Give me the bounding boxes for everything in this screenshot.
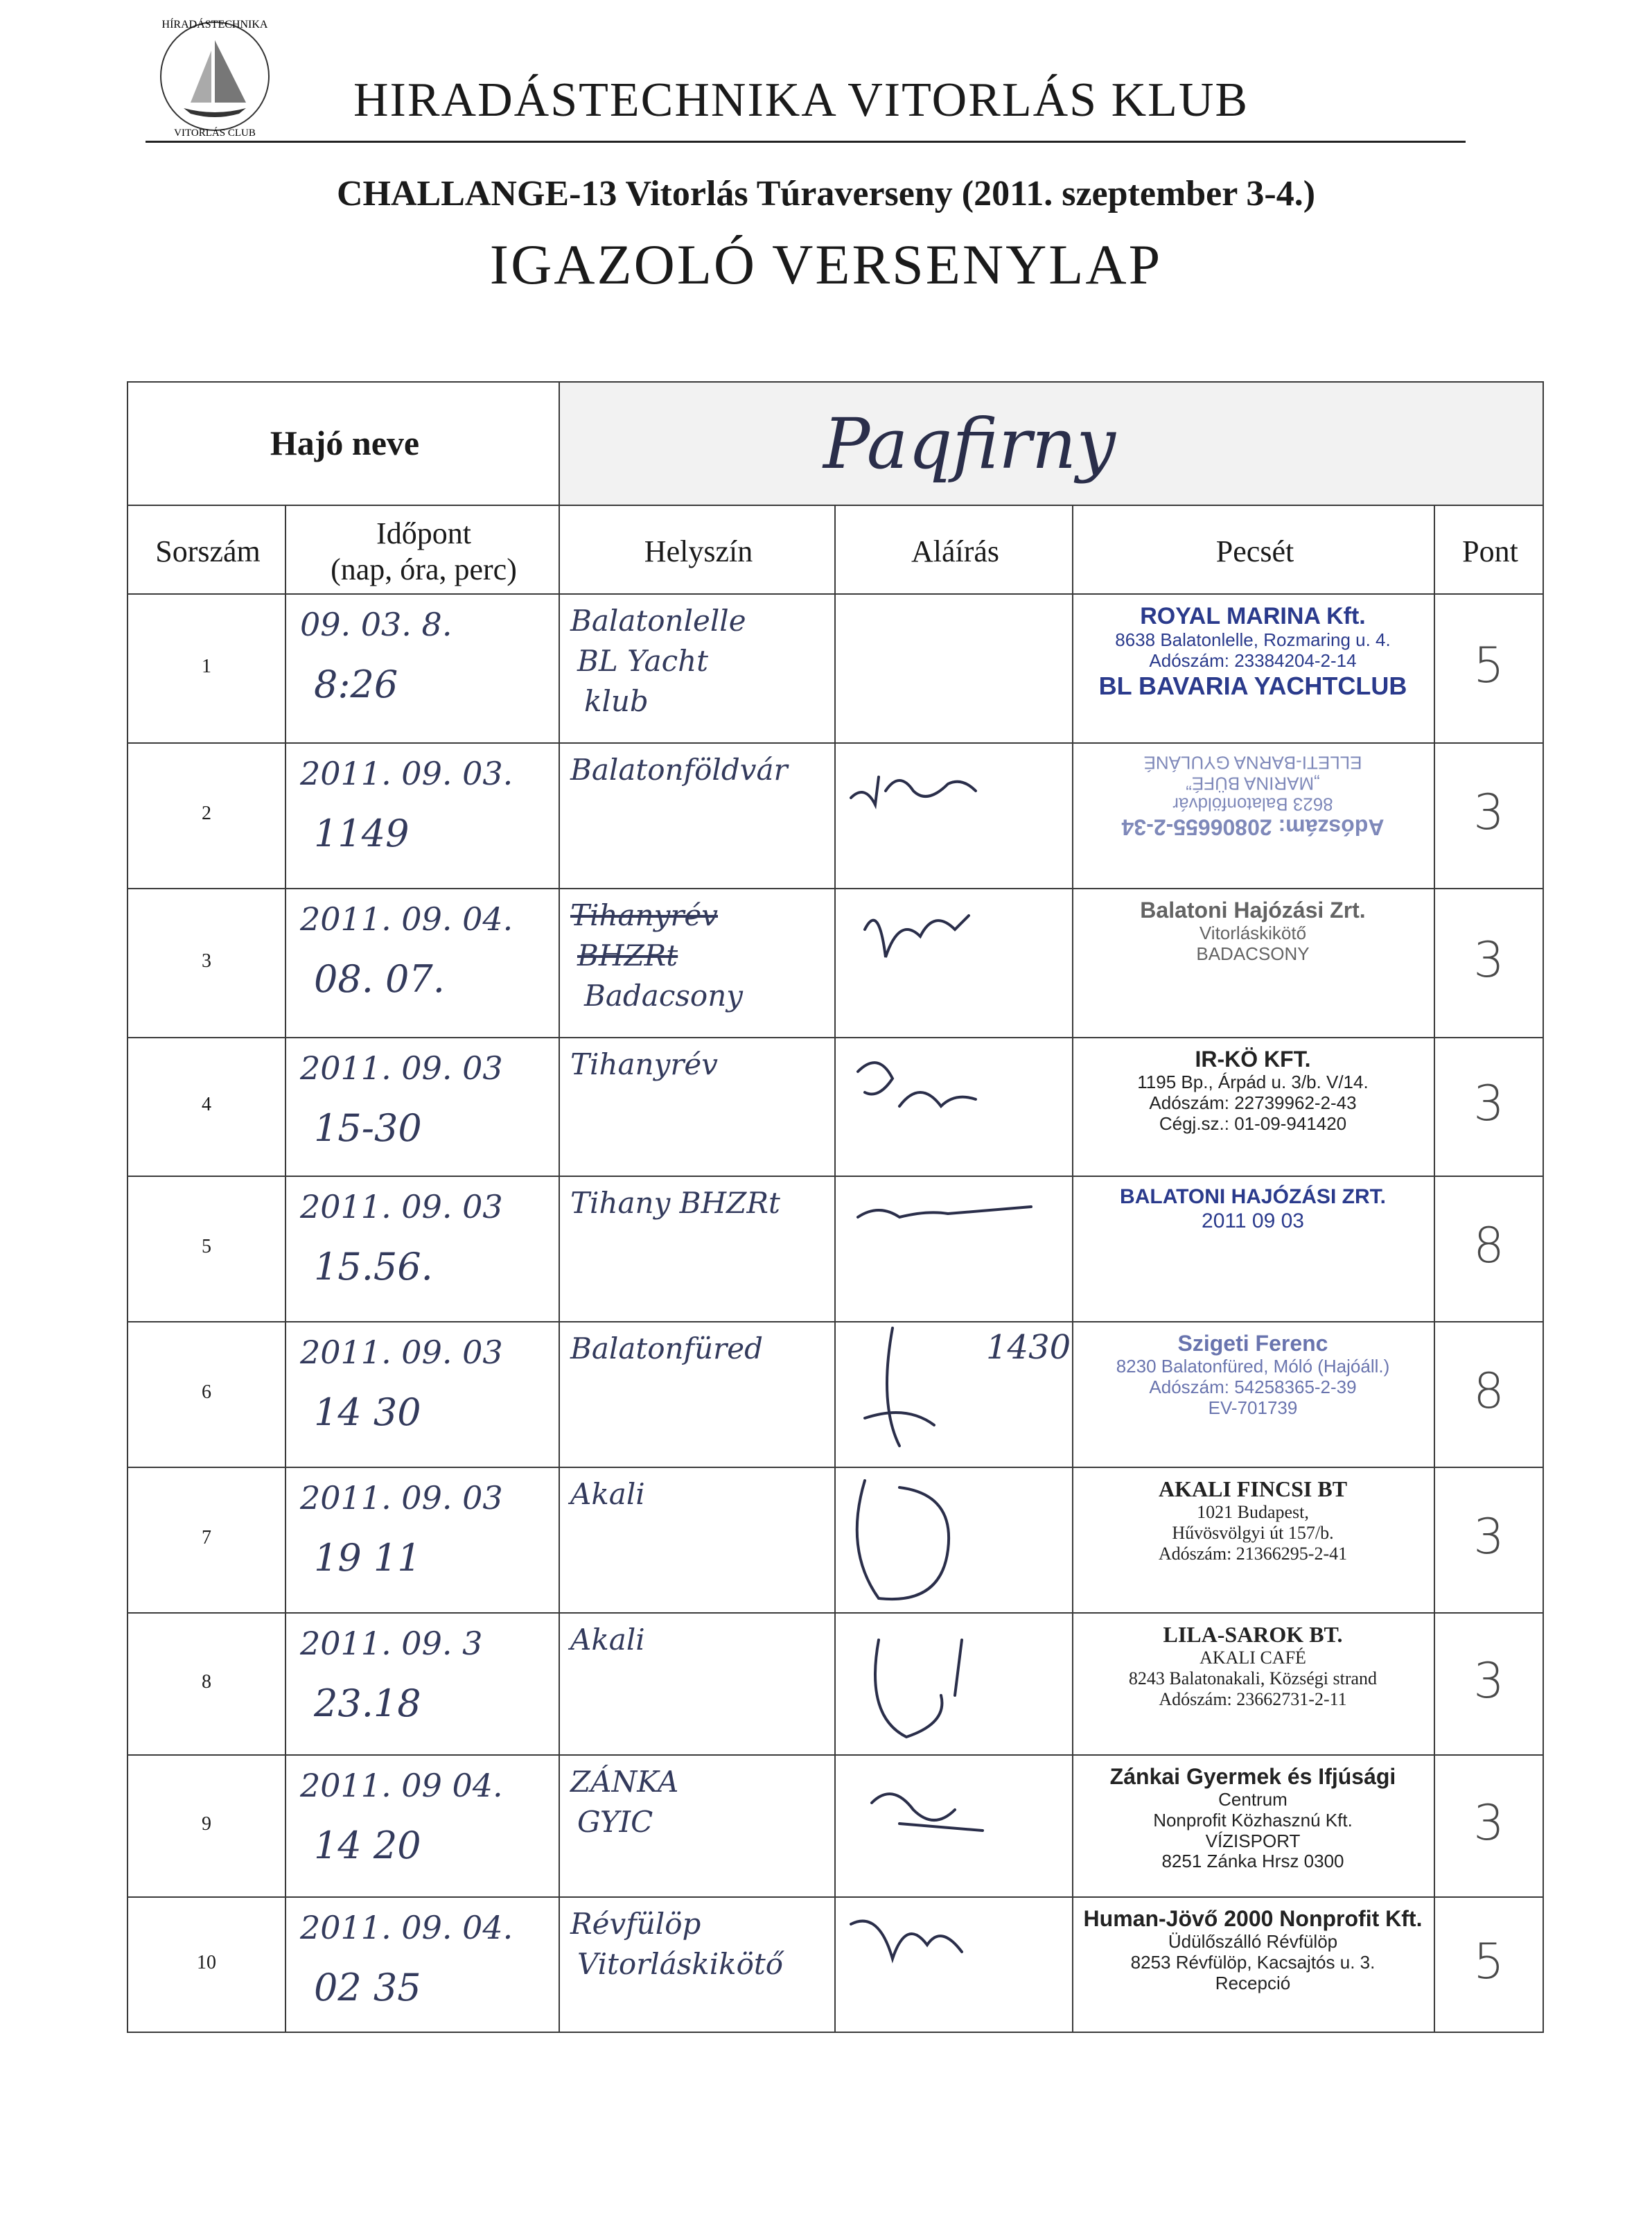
row-1-cell-3 xyxy=(834,593,1073,744)
row-time-date: 2011. 09. 03. xyxy=(300,755,513,792)
stamp-line: Vitorláskikötő xyxy=(1199,922,1307,943)
row-stamp xyxy=(1076,1764,1430,1872)
row-time-date: 2011. 09. 03 xyxy=(300,1049,503,1087)
row-time-clock: 14 30 xyxy=(314,1390,421,1434)
stamp-line: Balatoni Hajózási Zrt. xyxy=(1140,898,1366,923)
stamp-line: BL BAVARIA YACHTCLUB xyxy=(1098,671,1407,700)
row-place-line: ZÁNKA xyxy=(570,1765,679,1799)
row-point: 3 xyxy=(1473,1508,1504,1565)
row-place-line: Vitorláskikötő xyxy=(577,1947,784,1981)
signature-stroke xyxy=(875,1640,962,1737)
stamp-line: 1021 Budapest, xyxy=(1197,1501,1309,1522)
col-alairas-label: Aláírás xyxy=(911,534,1000,568)
row-place-line: Tihany BHZRt xyxy=(570,1186,780,1220)
boat-name-value-cell xyxy=(559,381,1544,506)
stamp-line: VÍZISPORT xyxy=(1205,1830,1301,1851)
stamp-line: 8253 Révfülöp, Kacsajtós u. 3. xyxy=(1130,1951,1376,1973)
row-point: 3 xyxy=(1473,1794,1504,1851)
row-extra-note: 1430 xyxy=(986,1328,1071,1367)
row-point: 8 xyxy=(1473,1217,1504,1274)
stamp-line: IR-KÖ KFT. xyxy=(1195,1047,1311,1072)
stamp-line: EV-701739 xyxy=(1208,1397,1298,1418)
col-header-helyszin xyxy=(559,505,836,595)
row-place-line: Balatonfüred xyxy=(570,1331,764,1365)
club-name: HIRADÁSTECHNIKA VITORLÁS KLUB xyxy=(353,73,1249,127)
col-pecset-label: Pecsét xyxy=(1215,534,1294,568)
col-header-sorszam xyxy=(127,505,286,595)
row-number: 5 xyxy=(202,1236,211,1257)
stamp-line: AKALI FINCSI BT xyxy=(1158,1476,1348,1501)
club-logo xyxy=(142,12,288,141)
row-place-line: Balatonlelle xyxy=(570,604,746,638)
row-stamp xyxy=(1076,603,1430,700)
row-stamp xyxy=(1076,1185,1430,1233)
row-number: 8 xyxy=(202,1670,211,1693)
signature-stroke xyxy=(851,777,976,805)
row-number: 9 xyxy=(202,1813,211,1835)
row-place-line: GYIC xyxy=(577,1805,653,1839)
stamp-line: AKALI CAFÉ xyxy=(1200,1647,1306,1668)
row-number: 3 xyxy=(202,950,211,972)
row-place-line: Tihanyrév xyxy=(570,898,718,932)
stamp-line: Szigeti Ferenc xyxy=(1177,1331,1328,1356)
stamp-line: 8230 Balatonfüred, Móló (Hajóáll.) xyxy=(1116,1355,1390,1377)
row-number: 7 xyxy=(202,1527,211,1548)
row-number: 1 xyxy=(202,655,211,677)
row-stamp xyxy=(1076,1906,1430,1993)
row-number: 10 xyxy=(197,1951,216,1973)
stamp-line: BADACSONY xyxy=(1196,943,1310,964)
row-point: 3 xyxy=(1473,784,1504,841)
stamp-line: Adószám: 21366295-2-41 xyxy=(1158,1543,1348,1564)
col-pont-label: Pont xyxy=(1462,534,1518,568)
row-place-line: Akali xyxy=(570,1477,645,1511)
col-header-alairas xyxy=(834,505,1073,595)
stamp-line: Adószám: 23662731-2-11 xyxy=(1159,1688,1347,1709)
row-time-date: 2011. 09. 03 xyxy=(300,1334,503,1371)
stamp-line: 8251 Zánka Hrsz 0300 xyxy=(1161,1851,1344,1872)
row-time-date: 09. 03. 8. xyxy=(300,606,452,643)
stamp-line: 8638 Balatonlelle, Rozmaring u. 4. xyxy=(1115,629,1391,651)
stamp-line: 1195 Bp., Árpád u. 3/b. V/14. xyxy=(1137,1071,1369,1092)
logo-top-text: HÍRADÁSTECHNIKA xyxy=(161,19,268,30)
title-rule xyxy=(146,141,1466,143)
row-place-line: Badacsony xyxy=(584,979,743,1013)
row-signature xyxy=(837,1754,1073,1896)
row-time-clock: 8:26 xyxy=(314,663,398,706)
signature-stroke xyxy=(865,916,969,957)
stamp-line: Human-Jövő 2000 Nonprofit Kft. xyxy=(1083,1906,1423,1931)
row-time-clock: 02 35 xyxy=(314,1966,421,2009)
row-signature xyxy=(837,1176,1073,1321)
row-signature xyxy=(837,742,1073,888)
event-line: CHALLANGE-13 Vitorlás Túraverseny (2011. szeptember 3-4.) xyxy=(336,174,1316,213)
boat-name-label-cell xyxy=(127,381,560,506)
row-stamp xyxy=(1076,752,1430,839)
stamp-line: ROYAL MARINA Kft. xyxy=(1140,603,1366,629)
col-header-pont xyxy=(1434,505,1544,595)
boat-name-label: Hajó neve xyxy=(270,423,420,462)
row-point: 5 xyxy=(1473,636,1504,694)
row-time-clock: 15.56. xyxy=(314,1245,433,1289)
col-header-idopont xyxy=(285,505,560,595)
document-title: IGAZOLÓ VERSENYLAP xyxy=(489,233,1163,296)
stamp-line: 2011 09 03 xyxy=(1202,1209,1304,1232)
stamp-line: ELLETI-BARNA GYULÁNÉ xyxy=(1143,752,1362,774)
row-time-clock: 1149 xyxy=(314,812,410,855)
stamp-line: Üdülőszálló Révfülöp xyxy=(1168,1930,1338,1952)
stamp-line: Centrum xyxy=(1218,1788,1288,1810)
stamp-line: Adószám: 22739962-2-43 xyxy=(1149,1092,1357,1113)
verification-form xyxy=(127,381,1544,2059)
row-place-line: klub xyxy=(584,684,649,718)
row-place-line: Akali xyxy=(570,1623,645,1657)
stamp-line: Zánkai Gyermek és Ifjúsági xyxy=(1109,1764,1396,1789)
stamp-line: Hűvösvölgyi út 157/b. xyxy=(1172,1522,1334,1543)
signature-stroke xyxy=(851,1921,962,1959)
row-time-clock: 15-30 xyxy=(314,1106,422,1150)
stamp-line: LILA-SAROK BT. xyxy=(1163,1622,1343,1647)
col-idopont-sub: (nap, óra, perc) xyxy=(331,552,517,586)
row-stamp xyxy=(1076,1622,1430,1709)
row-place-line: BL Yacht xyxy=(577,644,709,678)
row-signature xyxy=(837,1612,1073,1754)
stamp-line: „MARINA BÜFÉ” xyxy=(1186,773,1320,794)
row-stamp xyxy=(1076,1047,1430,1134)
signature-stroke xyxy=(865,1328,934,1446)
row-signature xyxy=(837,888,1073,1037)
stamp-line: 8243 Balatonakali, Községi strand xyxy=(1128,1668,1378,1688)
stamp-line: Adószám: 54258365-2-39 xyxy=(1149,1376,1357,1397)
row-time-clock: 08. 07. xyxy=(314,957,445,1001)
row-point: 3 xyxy=(1473,1652,1504,1709)
stamp-line: Adószám: 23384204-2-14 xyxy=(1149,649,1357,671)
col-sorszam-label: Sorszám xyxy=(155,534,261,568)
row-number: 4 xyxy=(202,1094,211,1115)
row-signature xyxy=(837,1896,1073,2032)
signature-stroke xyxy=(858,1207,1031,1217)
row-number: 6 xyxy=(202,1381,211,1403)
row-time-clock: 14 20 xyxy=(314,1824,421,1867)
signature-stroke xyxy=(858,1063,976,1106)
row-time-date: 2011. 09. 03 xyxy=(300,1479,503,1517)
row-point: 5 xyxy=(1473,1932,1504,1990)
row-stamp xyxy=(1076,898,1430,965)
col-helyszin-label: Helyszín xyxy=(644,534,753,568)
row-time-date: 2011. 09 04. xyxy=(300,1767,503,1804)
col-header-pecset xyxy=(1072,505,1435,595)
row-stamp xyxy=(1076,1476,1430,1564)
row-time-date: 2011. 09. 04. xyxy=(300,900,513,938)
row-point: 8 xyxy=(1473,1363,1504,1420)
stamp-line: BALATONI HAJÓZÁSI ZRT. xyxy=(1120,1185,1386,1208)
row-signature xyxy=(837,1467,1073,1612)
boat-name-value: Paqfirny xyxy=(823,403,1116,484)
row-time-date: 2011. 09. 3 xyxy=(300,1625,483,1662)
row-place-line: Balatonföldvár xyxy=(570,753,788,787)
row-time-clock: 23.18 xyxy=(314,1682,421,1725)
row-time-clock: 19 11 xyxy=(314,1536,421,1580)
row-place-line: Tihanyrév xyxy=(570,1047,718,1081)
row-stamp xyxy=(1076,1331,1430,1418)
row-point: 3 xyxy=(1473,931,1504,988)
stamp-line: Recepció xyxy=(1215,1972,1291,1993)
row-signature xyxy=(837,1037,1073,1176)
stamp-line: Nonprofit Közhasznú Kft. xyxy=(1153,1809,1353,1831)
row-place-line: BHZRt xyxy=(577,938,678,972)
col-idopont-label: Időpont xyxy=(376,516,471,550)
row-time-date: 2011. 09. 03 xyxy=(300,1188,503,1225)
stamp-line: Adószám: 20806655-2-34 xyxy=(1121,814,1385,840)
row-place-line: Révfülöp xyxy=(570,1907,701,1941)
signature-stroke xyxy=(872,1794,983,1831)
signature-stroke xyxy=(857,1481,949,1599)
row-number: 2 xyxy=(202,803,211,824)
row-point: 3 xyxy=(1473,1075,1504,1132)
logo-bottom-text: VITORLÁS CLUB xyxy=(174,128,256,139)
stamp-line: 8623 Balatonföldvár xyxy=(1172,794,1333,815)
row-time-date: 2011. 09. 04. xyxy=(300,1909,513,1946)
stamp-line: Cégj.sz.: 01-09-941420 xyxy=(1159,1112,1347,1134)
